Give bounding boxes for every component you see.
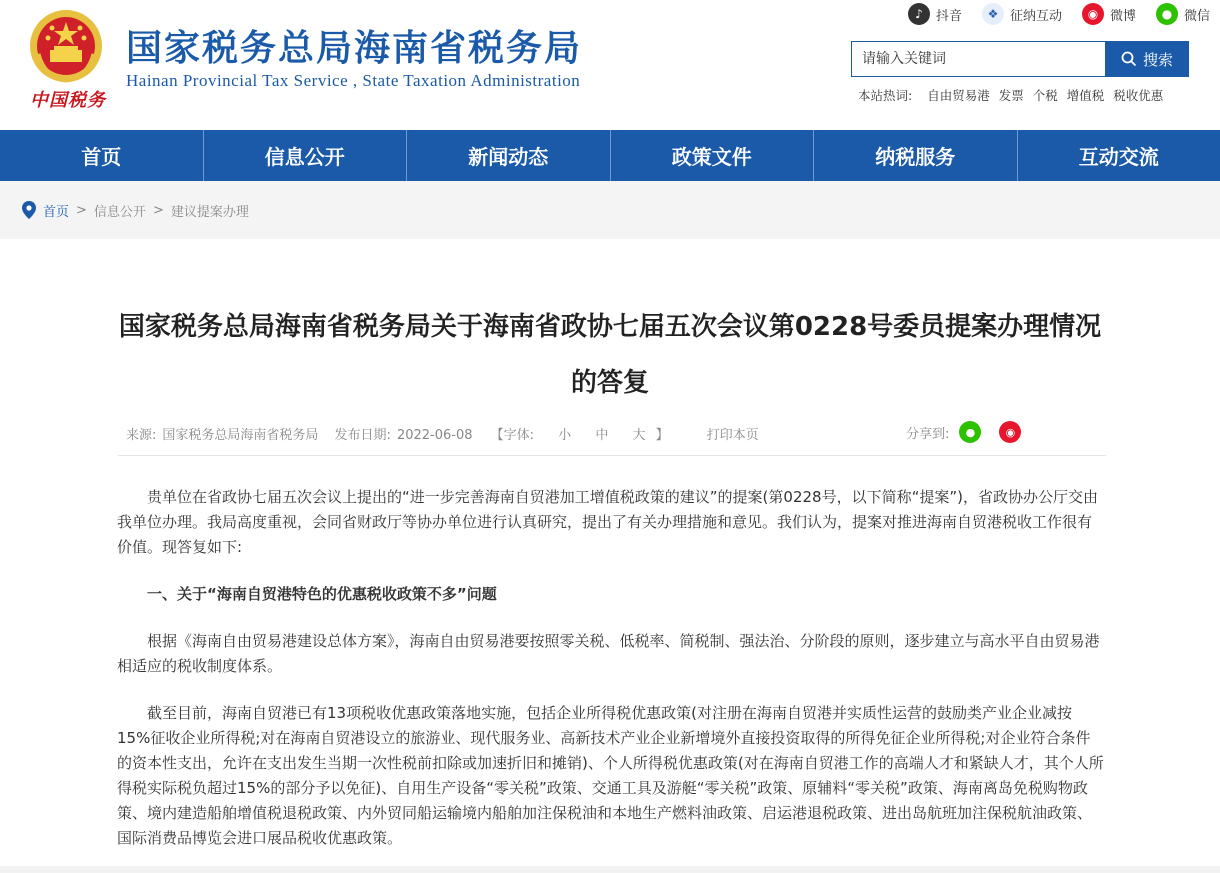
breadcrumb-home[interactable]: 首页 xyxy=(43,201,69,220)
breadcrumb-current[interactable]: 建议提案办理 xyxy=(171,201,249,220)
article-body xyxy=(117,485,1105,873)
hot-search-item[interactable]: 发票 xyxy=(999,86,1024,104)
social-douyin[interactable] xyxy=(908,3,962,25)
search-input[interactable] xyxy=(851,41,1105,77)
nav-policy[interactable]: 政策文件 xyxy=(611,130,815,181)
share-weibo-icon[interactable]: ◉ xyxy=(999,421,1021,443)
share-wechat-icon[interactable]: ● xyxy=(959,421,981,443)
breadcrumb-separator: > xyxy=(76,203,87,218)
article-section-heading: 一、关于“海南自贸港特色的优惠税收政策不多”问题 xyxy=(117,582,1105,607)
nav-info-disclosure[interactable]: 信息公开 xyxy=(204,130,408,181)
hot-search-label: 本站热词: xyxy=(858,86,912,104)
hot-search-item[interactable]: 自由贸易港 xyxy=(927,86,990,104)
font-medium-button[interactable]: 中 xyxy=(595,428,608,443)
social-interaction[interactable] xyxy=(982,3,1062,25)
site-header xyxy=(0,0,1220,130)
date-label: 发布日期: xyxy=(335,428,391,443)
article-paragraph: 截至目前，海南自贸港已有13项税收优惠政策落地实施，包括企业所得税优惠政策(对注册在海南自贸港并实质性运营的鼓励类产业企业减按15%征收企业所得税;对在海南自贸港设立的旅游业、现代服务业、高新技术产业企业新增境外直接投资取得的所得免征企业所得税;对企业符合条件的资本性支出，允许在支出发生当期一次性税前扣除或加速折旧和摊销)、个人所得税优惠政策(对在海南自贸港工作的高端人才和紧缺人才，其个人所得税实际税负超过15%的部分予以免征)、自用生产设备“零关税”政策、交通工具及游艇“零关税”政策、原辅料“零关税”政策、海南离岛免税购物政策、境内建造船舶增值税退税政策、内外贸同船运输境内船舶加注保税油和本地生产燃料油政策、启运港退税政策、进出岛航班加注保税航油政策、国际消费品博览会进口展品税收优惠政策。 xyxy=(117,701,1105,851)
wechat-icon: ● xyxy=(1156,3,1178,25)
nav-tax-service[interactable]: 纳税服务 xyxy=(814,130,1018,181)
font-size-close: 】 xyxy=(656,428,669,443)
article-meta xyxy=(126,421,1106,451)
hot-search-item[interactable]: 税收优惠 xyxy=(1113,86,1163,104)
site-subtitle: Hainan Provincial Tax Service , State Taxation Administration xyxy=(126,71,580,91)
nav-interaction[interactable]: 互动交流 xyxy=(1018,130,1220,181)
interaction-icon: ❖ xyxy=(982,3,1004,25)
search-icon xyxy=(1121,51,1137,67)
font-size-label: 【字体: xyxy=(491,428,534,443)
hot-search xyxy=(858,86,1163,104)
article-paragraph: 贵单位在省政协七届五次会议上提出的“进一步完善海南自贸港加工增值税政策的建议”的提案(第0228号，以下简称“提案”)，省政协办公厅交由我单位办理。我局高度重视，会同省财政厅等协办单位进行认真研究，提出了有关办理措施和意见。我们认为，提案对推进海南自贸港税收工作很有价值。现答复如下: xyxy=(117,485,1105,560)
search-button[interactable] xyxy=(1105,41,1189,77)
nav-news[interactable]: 新闻动态 xyxy=(407,130,611,181)
location-pin-icon xyxy=(22,201,36,219)
hot-search-item[interactable]: 个税 xyxy=(1033,86,1058,104)
font-large-button[interactable]: 大 xyxy=(632,428,645,443)
article-title: 国家税务总局海南省税务局关于海南省政协七届五次会议第0228号委员提案办理情况的答复 xyxy=(110,299,1110,411)
breadcrumb-info-disclosure[interactable]: 信息公开 xyxy=(94,201,146,220)
font-small-button[interactable]: 小 xyxy=(558,428,571,443)
breadcrumb xyxy=(0,181,1220,239)
article-paragraph: 根据《海南自由贸易港建设总体方案》，海南自由贸易港要按照零关税、低税率、简税制、强法治、分阶段的原则，逐步建立与高水平自由贸易港相适应的税收制度体系。 xyxy=(117,629,1105,679)
weibo-icon: ◉ xyxy=(1082,3,1104,25)
share-bar xyxy=(906,421,1021,443)
divider xyxy=(118,455,1106,456)
nav-home[interactable]: 首页 xyxy=(0,130,204,181)
social-links xyxy=(908,3,1210,25)
source-label: 来源: xyxy=(126,428,156,443)
search-button-label: 搜索 xyxy=(1143,49,1173,70)
social-label: 抖音 xyxy=(936,5,962,24)
brand-signature: 中国税务 xyxy=(30,86,106,112)
hot-search-item[interactable]: 增值税 xyxy=(1067,86,1105,104)
breadcrumb-separator: > xyxy=(153,203,164,218)
source-value: 国家税务总局海南省税务局 xyxy=(162,428,318,443)
date-value: 2022-06-08 xyxy=(397,428,473,443)
main-nav xyxy=(0,130,1220,181)
social-wechat[interactable] xyxy=(1156,3,1210,25)
site-title[interactable]: 国家税务总局海南省税务局 xyxy=(126,20,582,71)
douyin-icon: ♪ xyxy=(908,3,930,25)
social-label: 微信 xyxy=(1184,5,1210,24)
article-container xyxy=(0,239,1220,866)
national-emblem-icon xyxy=(24,6,108,88)
social-label: 微博 xyxy=(1110,5,1136,24)
search-bar xyxy=(851,41,1189,77)
print-button[interactable]: 打印本页 xyxy=(707,428,759,443)
social-weibo[interactable] xyxy=(1082,3,1136,25)
social-label: 征纳互动 xyxy=(1010,5,1062,24)
share-label: 分享到: xyxy=(906,423,949,442)
